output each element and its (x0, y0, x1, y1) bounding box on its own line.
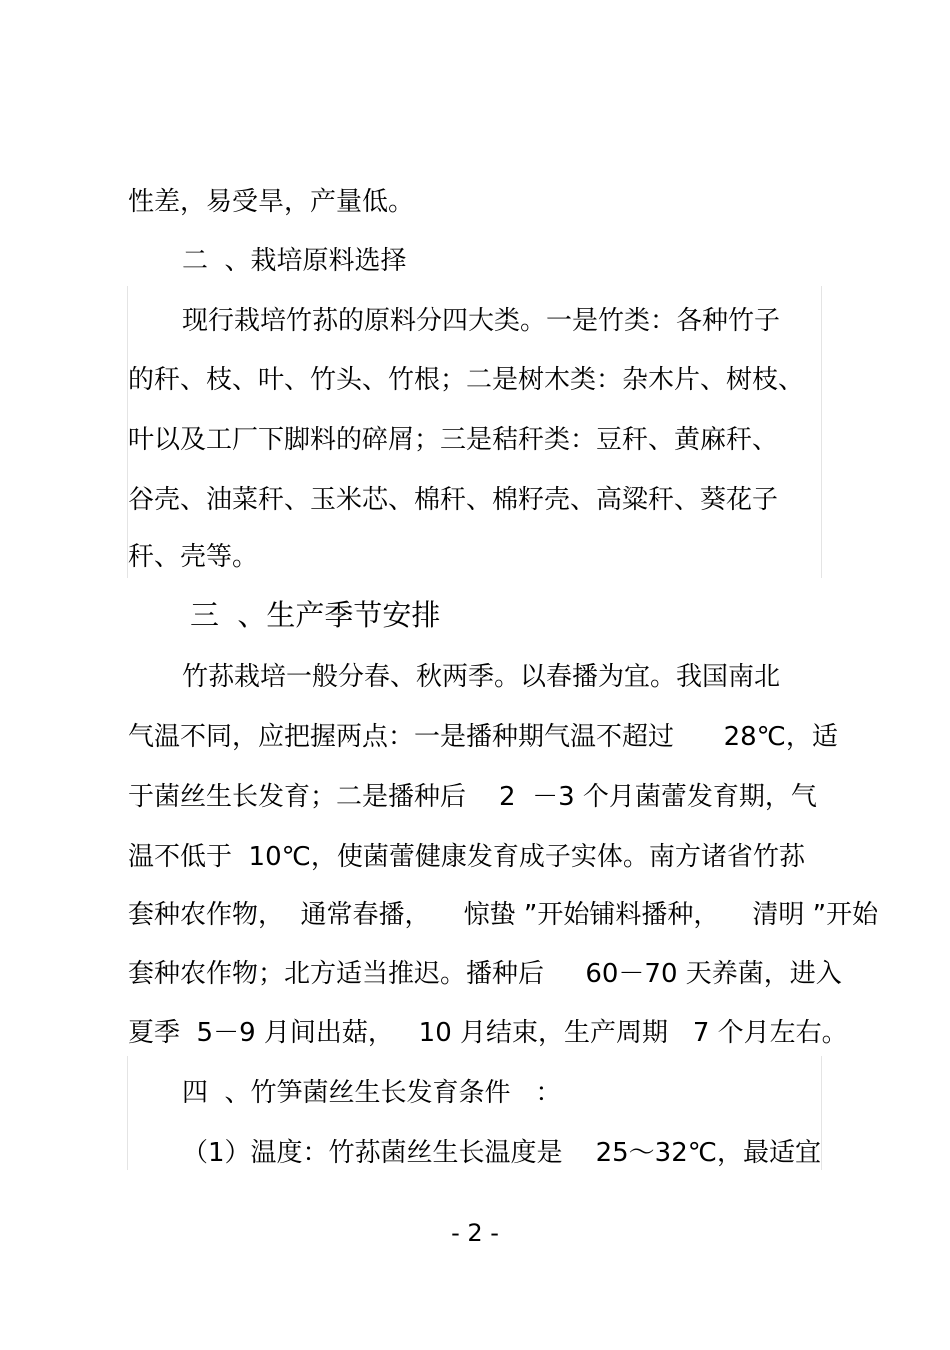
section-heading: 二 、栽培原料选择 (182, 246, 407, 276)
section-heading: 三 、生产季节安排 (190, 598, 441, 632)
right-rule-lower (821, 1056, 822, 1170)
body-text-line: 夏季 5－9 月间出菇， 10 月结束，生产周期 7 个月左右。 (128, 1018, 848, 1048)
body-text-line: 的秆、枝、叶、竹头、竹根；二是树木类：杂木片、树枝、 (128, 365, 805, 395)
body-text-line: 于菌丝生长发育；二是播种后 2 －3 个月菌蕾发育期，气 (128, 782, 817, 812)
body-text-line: 套种农作物， 通常春播， 惊蛰 ”开始铺料播种， 清明 ”开始 (128, 900, 879, 930)
body-text-line: 竹荪栽培一般分春、秋两季。以春播为宜。我国南北 (182, 662, 781, 692)
left-rule-lower (127, 1056, 128, 1170)
page-number: - 2 - (451, 1219, 499, 1247)
section-heading: 四 、竹笋菌丝生长发育条件 ： (182, 1078, 562, 1108)
body-text-line: 气温不同，应把握两点：一是播种期气温不超过 28℃，适 (128, 722, 838, 752)
body-text-line: 现行栽培竹荪的原料分四大类。一是竹类：各种竹子 (182, 306, 781, 336)
right-rule-upper (821, 286, 822, 578)
body-text-line: 套种农作物；北方适当推迟。播种后 60－70 天养菌，进入 (128, 959, 842, 989)
body-text-line: 叶以及工厂下脚料的碎屑；三是秸秆类：豆秆、黄麻秆、 (128, 425, 779, 455)
body-text-line: 性差，易受旱，产量低。 (128, 187, 415, 217)
body-text-line: （1）温度：竹荪菌丝生长温度是 25～32℃，最适宜 (182, 1138, 821, 1168)
body-text-line: 温不低于 10℃，使菌蕾健康发育成子实体。南方诸省竹荪 (128, 842, 805, 872)
body-text-line: 谷壳、油菜秆、玉米芯、棉秆、棉籽壳、高粱秆、葵花子 (128, 485, 779, 515)
body-text-line: 秆、壳等。 (128, 542, 259, 572)
